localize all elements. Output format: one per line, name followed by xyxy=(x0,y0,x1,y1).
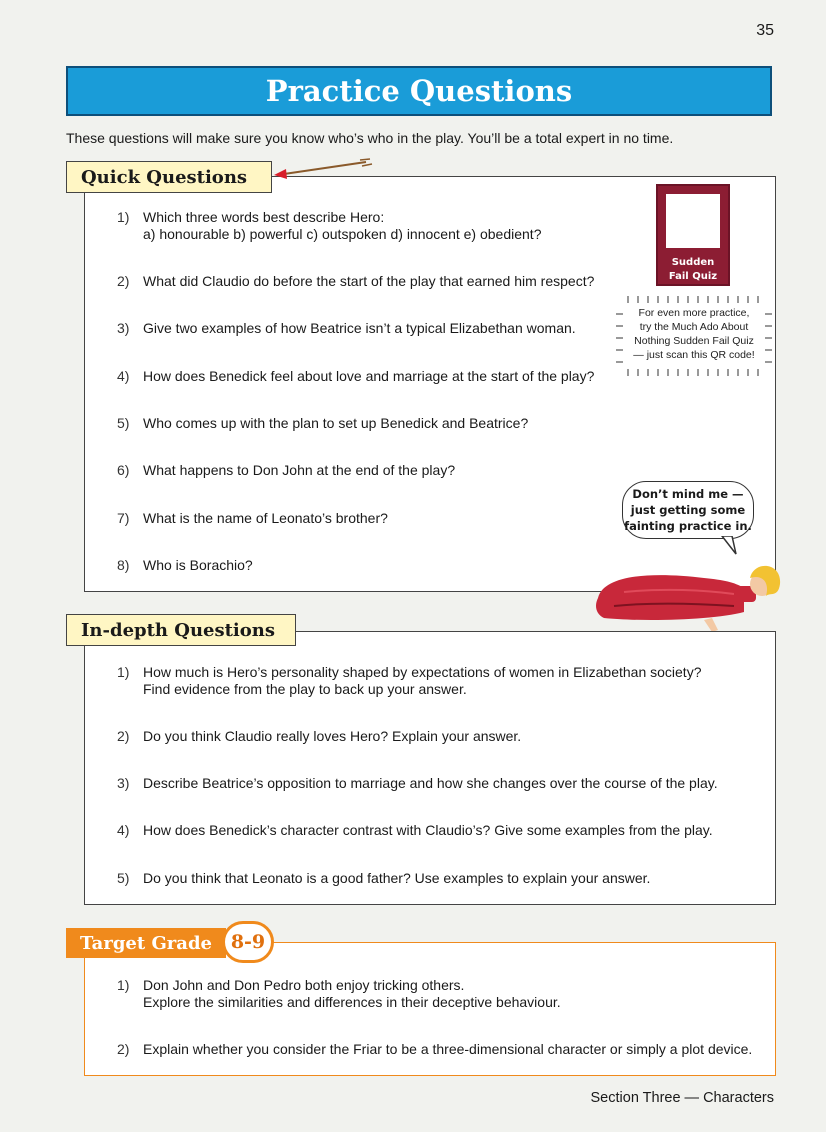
question-text: Who comes up with the plan to set up Benedick and Beatrice? xyxy=(143,415,529,431)
question-item xyxy=(117,977,561,1011)
question-text: What happens to Don John at the end of the play? xyxy=(143,462,456,478)
question-number: 8) xyxy=(117,557,130,573)
page-title: Practice Questions xyxy=(265,74,573,108)
target-questions-box xyxy=(84,942,776,1076)
question-item xyxy=(117,557,253,574)
fainting-woman-illustration xyxy=(594,548,784,632)
question-text: Which three words best describe Hero: a) honourable b) powerful c) outspoken d) innocent e) obedient? xyxy=(143,209,542,242)
arrow-icon xyxy=(270,158,374,182)
question-text: How does Benedick feel about love and marriage at the start of the play? xyxy=(143,368,595,384)
question-text: How much is Hero’s personality shaped by expectations of women in Elizabethan society? Find evidence from the play to back up your answer. xyxy=(143,664,702,697)
question-text: Don John and Don Pedro both enjoy tricking others. Explore the similarities and differences in their deceptive behaviour. xyxy=(143,977,561,1010)
question-item xyxy=(117,775,718,792)
question-item xyxy=(117,209,541,243)
quiz-card-label: Sudden Fail Quiz xyxy=(668,257,718,282)
question-item xyxy=(117,368,594,385)
question-item xyxy=(117,728,521,745)
question-number: 2) xyxy=(117,728,130,744)
question-number: 3) xyxy=(117,320,130,336)
indepth-questions-box xyxy=(84,631,776,905)
question-number: 6) xyxy=(117,462,130,478)
grade-badge: 8-9 xyxy=(222,921,274,963)
question-text: What did Claudio do before the start of the play that earned him respect? xyxy=(143,273,595,289)
question-item xyxy=(117,320,576,337)
quiz-note: For even more practice, try the Much Ado About Nothing Sudden Fail Quiz — just scan this QR code! xyxy=(633,307,755,361)
question-text: Do you think Claudio really loves Hero? Explain your answer. xyxy=(143,728,522,744)
intro-text: These questions will make sure you know who’s who in the play. You’ll be a total expert in no time. xyxy=(66,130,674,146)
question-item xyxy=(117,664,701,698)
question-number: 1) xyxy=(117,977,130,993)
question-number: 3) xyxy=(117,775,130,791)
question-number: 2) xyxy=(117,273,130,289)
question-text: Do you think that Leonato is a good father? Use examples to explain your answer. xyxy=(143,870,651,886)
section-footer: Section Three — Characters xyxy=(590,1090,774,1106)
question-item xyxy=(117,273,594,290)
quick-questions-heading: Quick Questions xyxy=(66,161,272,193)
question-number: 1) xyxy=(117,209,130,225)
speech-bubble: Don’t mind me — just getting some fainting practice in. xyxy=(622,481,754,539)
title-banner xyxy=(66,66,772,116)
question-item xyxy=(117,870,650,887)
question-item xyxy=(117,1041,752,1058)
question-number: 5) xyxy=(117,415,130,431)
question-text: Describe Beatrice’s opposition to marriage and how she changes over the course of the play. xyxy=(143,775,718,791)
question-text: What is the name of Leonato’s brother? xyxy=(143,510,388,526)
page-number: 35 xyxy=(756,22,774,39)
question-item xyxy=(117,822,713,839)
question-number: 2) xyxy=(117,1041,130,1057)
question-item xyxy=(117,462,455,479)
quiz-qr-card[interactable] xyxy=(656,184,730,286)
indepth-questions-heading: In-depth Questions xyxy=(66,614,296,646)
question-text: Who is Borachio? xyxy=(143,557,253,573)
question-text: Give two examples of how Beatrice isn’t a typical Elizabethan woman. xyxy=(143,320,576,336)
question-number: 5) xyxy=(117,870,130,886)
question-text: Explain whether you consider the Friar to be a three-dimensional character or simply a plot device. xyxy=(143,1041,753,1057)
target-grade-heading: Target Grade xyxy=(66,928,226,958)
question-number: 4) xyxy=(117,822,130,838)
question-text: How does Benedick’s character contrast with Claudio’s? Give some examples from the play. xyxy=(143,822,713,838)
question-item xyxy=(117,415,528,432)
question-item xyxy=(117,510,388,527)
qr-code-icon[interactable] xyxy=(666,194,720,248)
question-number: 4) xyxy=(117,368,130,384)
question-number: 1) xyxy=(117,664,130,680)
question-number: 7) xyxy=(117,510,130,526)
